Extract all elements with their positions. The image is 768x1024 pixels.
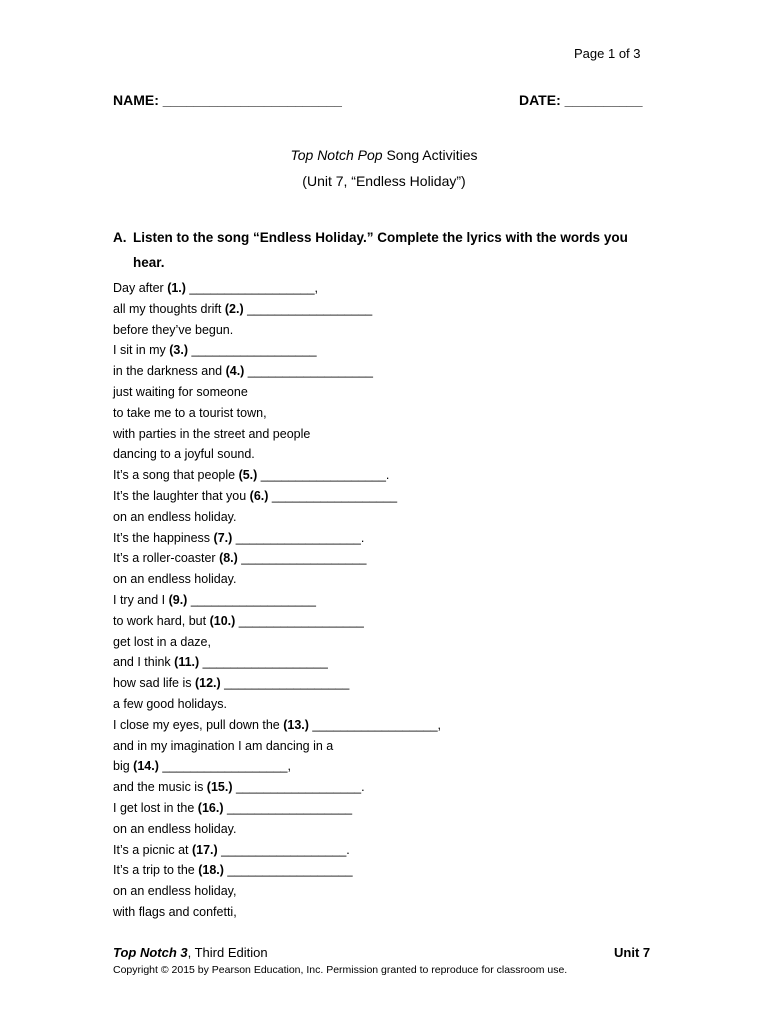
answer-blank[interactable]: __________________ (199, 655, 328, 670)
lyric-line (113, 528, 441, 549)
title-rest: Song Activities (382, 147, 478, 163)
lyric-text: It’s a trip to the (113, 863, 199, 878)
blank-number: (6.) (249, 488, 269, 503)
page-number: Page 1 of 3 (574, 46, 641, 61)
lyric-text: on an endless holiday, (113, 884, 237, 899)
blank-number: (13.) (283, 717, 309, 732)
lyric-line (113, 756, 441, 777)
lyric-text: all my thoughts drift (113, 301, 225, 316)
answer-blank[interactable]: __________________ (223, 863, 353, 878)
blank-number: (15.) (206, 780, 233, 795)
lyric-line (113, 465, 441, 486)
footer-book-italic: Top Notch 3 (113, 945, 188, 960)
answer-blank[interactable]: __________________, (185, 281, 319, 295)
lyric-text: with parties in the street and people (113, 426, 311, 441)
blank-number: (11.) (174, 655, 200, 670)
answer-blank[interactable]: __________________, (158, 759, 291, 774)
instruction-text-1: Listen to the song “Endless Holiday.” Complete the lyrics with the words you (133, 230, 628, 245)
blank-number: (9.) (168, 592, 188, 607)
lyric-line (113, 382, 441, 403)
lyric-line (113, 299, 441, 320)
lyric-text: with flags and confetti, (113, 904, 237, 919)
lyric-line (113, 361, 441, 382)
lyric-text: to work hard, but (113, 613, 210, 628)
lyric-text: It’s the laughter that you (113, 488, 250, 503)
answer-blank[interactable]: __________________. (217, 842, 350, 857)
lyric-line (113, 694, 441, 715)
lyric-text: get lost in a daze, (113, 634, 211, 649)
lyric-text: and I think (113, 655, 175, 670)
blank-number: (1.) (167, 281, 186, 295)
answer-blank[interactable]: __________________ (268, 488, 398, 503)
lyric-text: big (113, 759, 134, 774)
lyric-text: on an endless holiday. (113, 572, 237, 587)
lyric-line (113, 486, 441, 507)
lyric-text: a few good holidays. (113, 696, 227, 711)
lyric-text: I try and I (113, 592, 169, 607)
footer-book-title (113, 945, 268, 960)
answer-blank[interactable]: __________________ (188, 343, 317, 358)
title-italic: Top Notch Pop (290, 147, 383, 163)
worksheet-subtitle: (Unit 7, “Endless Holiday”) (302, 173, 466, 189)
lyric-line (113, 736, 441, 757)
lyric-text: I get lost in the (113, 800, 198, 815)
lyric-line (113, 881, 441, 902)
lyric-line (113, 278, 441, 299)
answer-blank[interactable]: __________________ (220, 676, 350, 691)
lyric-line (113, 424, 441, 445)
answer-blank[interactable]: __________________. (232, 530, 365, 545)
lyric-line (113, 590, 441, 611)
answer-blank[interactable]: __________________ (235, 613, 364, 628)
blank-number: (8.) (219, 551, 238, 566)
lyric-text: and in my imagination I am dancing in a (113, 738, 334, 753)
blank-number: (10.) (209, 613, 236, 628)
lyric-line (113, 507, 441, 528)
lyric-text: It’s a picnic at (113, 842, 192, 857)
lyric-text: how sad life is (113, 676, 195, 691)
copyright-notice: Copyright © 2015 by Pearson Education, Inc. Permission granted to reproduce for classroom use. (113, 964, 568, 976)
name-field-label: NAME: _______________________ (113, 92, 342, 108)
footer-book-rest: , Third Edition (187, 945, 268, 960)
lyric-line (113, 569, 441, 590)
instruction-a (113, 225, 653, 275)
lyric-line (113, 340, 441, 361)
lyric-line (113, 548, 441, 569)
lyric-text: It’s a song that people (113, 468, 239, 483)
lyric-line (113, 320, 441, 341)
lyric-line (113, 840, 441, 861)
blank-number: (17.) (191, 842, 218, 857)
lyric-line (113, 444, 441, 465)
lyric-text: Day after (113, 281, 168, 295)
instruction-text-2: hear. (133, 255, 165, 270)
answer-blank[interactable]: __________________. (257, 468, 390, 483)
answer-blank[interactable]: __________________ (244, 364, 373, 379)
worksheet-title (0, 147, 768, 163)
answer-blank[interactable]: __________________ (237, 551, 367, 566)
lyric-text: I close my eyes, pull down the (113, 717, 284, 732)
lyric-text: It’s the happiness (113, 530, 214, 545)
lyric-line (113, 860, 441, 881)
blank-number: (16.) (197, 800, 224, 815)
lyric-line (113, 632, 441, 653)
lyric-line (113, 798, 441, 819)
lyrics-block (113, 278, 441, 923)
lyric-text: to take me to a tourist town, (113, 405, 267, 420)
date-field-label: DATE: __________ (519, 92, 643, 108)
lyric-text: and the music is (113, 780, 207, 795)
lyric-text: on an endless holiday. (113, 821, 237, 836)
blank-number: (18.) (198, 863, 224, 878)
answer-blank[interactable]: __________________, (308, 717, 442, 732)
lyric-line (113, 819, 441, 840)
lyric-text: in the darkness and (113, 364, 226, 379)
blank-number: (12.) (194, 676, 221, 691)
lyric-line (113, 403, 441, 424)
answer-blank[interactable]: __________________ (223, 800, 353, 815)
answer-blank[interactable]: __________________ (187, 592, 316, 607)
lyric-line (113, 611, 441, 632)
blank-number: (3.) (169, 343, 189, 358)
instruction-letter: A. (113, 230, 127, 245)
lyric-line (113, 902, 441, 923)
lyric-text: dancing to a joyful sound. (113, 447, 255, 462)
lyric-text: just waiting for someone (113, 384, 248, 399)
lyric-line (113, 777, 441, 798)
blank-number: (14.) (133, 759, 159, 774)
lyric-text: before they’ve begun. (113, 322, 234, 337)
lyric-text: on an endless holiday. (113, 509, 237, 524)
answer-blank[interactable]: __________________ (243, 301, 373, 316)
lyric-line (113, 652, 441, 673)
blank-number: (2.) (224, 301, 244, 316)
blank-number: (7.) (213, 530, 233, 545)
answer-blank[interactable]: __________________. (232, 780, 365, 795)
lyric-line (113, 715, 441, 736)
footer-unit: Unit 7 (614, 945, 651, 960)
lyric-line (113, 673, 441, 694)
blank-number: (5.) (238, 468, 258, 483)
lyric-text: It’s a roller-coaster (113, 551, 220, 566)
lyric-text: I sit in my (113, 343, 170, 358)
blank-number: (4.) (225, 364, 245, 379)
